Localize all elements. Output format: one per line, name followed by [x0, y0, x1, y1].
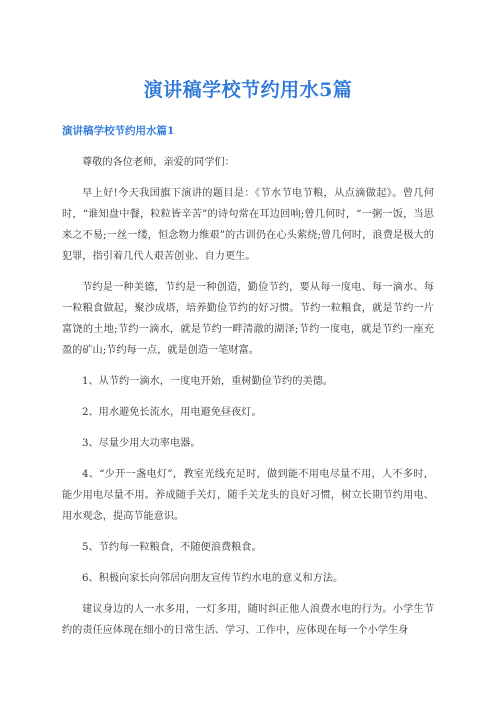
- paragraph-greeting: 尊敬的各位老师，亲爱的同学们：: [82, 157, 235, 168]
- paragraph-opening: 早上好!今天我国旗下演讲的题目是：《节水节电节粮，从点滴做起》。曾几何时，“谁知盘中餐，粒粒皆辛苦”的诗句常在耳边回响;曾几何时，“一粥一饭，当思来之不易;一丝一缕，恒念物力维艰”的古训仍在心头萦绕;曾几何时，浪费是极大的犯罪，指引着几代人艰苦创业、自力更生。: [62, 188, 434, 262]
- list-item-4: 4、“少开一盏电灯”，教室光线充足时，做到能不用电尽量不用，人不多时，能少用电尽量不用。养成随手关灯，随手关龙头的良好习惯，树立长期节约用电、用水观念，提高节能意识。: [62, 469, 434, 522]
- list-item-3: 3、尽量少用大功率电器。: [82, 438, 201, 449]
- section-heading: 演讲稿学校节约用水篇1: [62, 125, 175, 137]
- list-item-5: 5、节约每一粒粮食，不随便浪费粮食。: [82, 542, 262, 553]
- list-item-2: 2、用水避免长流水，用电避免昼夜灯。: [82, 407, 262, 418]
- list-item-1: 1、从节约一滴水，一度电开始，重树勤俭节约的美德。: [82, 376, 333, 387]
- paragraph-virtue: 节约是一种美德，节约是一种创造，勤俭节约，要从每一度电、每一滴水、每一粒粮食做起，聚沙成塔，培养勤俭节约的好习惯。节约一粒粮食，就是节约一片富饶的土地;节约一滴水，就是节约一畔清澈的湖泽;节约一度电，就是节约一座充盈的矿山;节约每一点，就是创造一笔财富。: [62, 282, 434, 356]
- document-title: 演讲稿学校节约用水5篇: [143, 79, 353, 101]
- list-item-6: 6、积极向家长向邻居向朋友宣传节约水电的意义和方法。: [82, 573, 344, 584]
- paragraph-closing: 建议身边的人一水多用，一灯多用，随时纠正他人浪费水电的行为。小学生节约的责任应体现在细小的日常生活、学习、工作中，应体现在每一个小学生身: [62, 604, 434, 636]
